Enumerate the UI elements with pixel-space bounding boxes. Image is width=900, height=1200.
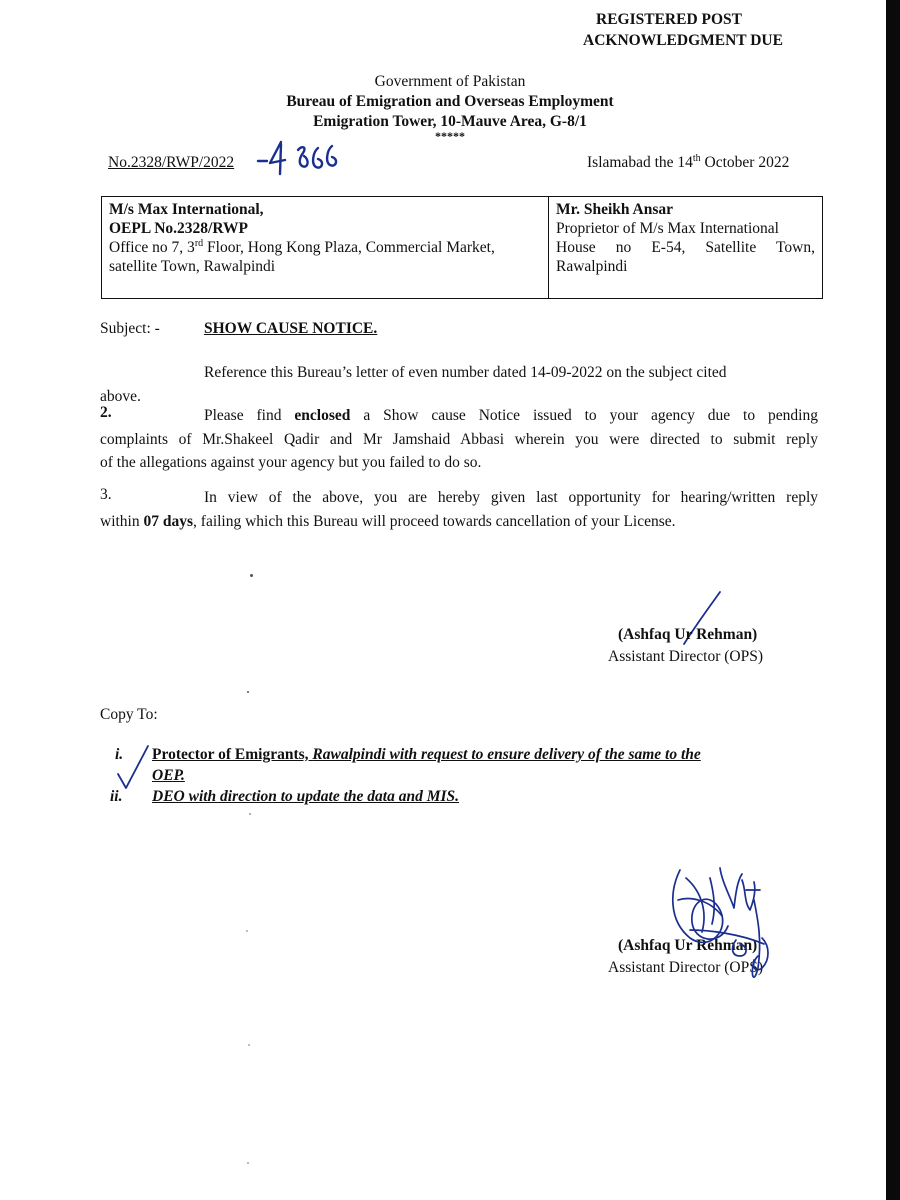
proprietor-line1: Proprietor of M/s Max International (556, 220, 779, 237)
paragraph-2-line3: of the allegations against your agency but you failed to do so. (100, 454, 482, 471)
agency-name: M/s Max International, (109, 201, 264, 218)
paragraph-2-line1: Please find enclosed a Show cause Notice issued to your agency due to pending (204, 407, 818, 424)
signatory-title-1: Assistant Director (OPS) (608, 648, 763, 665)
paragraph-3-line1: In view of the above, you are hereby given last opportunity for hearing/written reply (204, 489, 818, 506)
copy-item-2-number: ii. (110, 788, 123, 805)
copy-item-1-text: Protector of Emigrants, Rawalpindi with request to ensure delivery of the same to the (152, 746, 701, 763)
copy-item-1-number: i. (115, 746, 124, 763)
copy-to-list (110, 744, 701, 807)
bureau-address: Emigration Tower, 10-Mauve Area, G-8/1 (313, 113, 587, 130)
addressee-proprietor-cell (549, 197, 822, 298)
scan-speck (250, 574, 253, 577)
scan-border (886, 0, 900, 1200)
proprietor-name: Mr. Sheikh Ansar (556, 201, 673, 218)
paragraph-2-line2: complaints of Mr.Shakeel Qadir and Mr Jamshaid Abbasi wherein you were directed to submit reply (100, 430, 818, 448)
reference-number: No.2328/RWP/2022 (108, 154, 235, 171)
copy-item-1 (110, 744, 701, 786)
copy-to-label: Copy To: (100, 706, 158, 723)
scan-speck (246, 930, 248, 932)
date-superscript: th (692, 152, 701, 164)
copy-item-1-text-cont: OEP. (152, 767, 185, 784)
acknowledgment-due-line: ACKNOWLEDGMENT DUE (583, 32, 783, 49)
handwritten-dispatch-number (254, 136, 344, 178)
paragraph-3 (100, 486, 818, 533)
copy-item-2-text: DEO with direction to update the data and MIS. (152, 788, 460, 805)
subject-text: SHOW CAUSE NOTICE. (204, 320, 378, 337)
scan-speck (247, 691, 249, 693)
copy-item-2 (110, 786, 701, 807)
scan-speck (248, 1044, 250, 1046)
addressee-agency-cell (102, 197, 549, 298)
paragraph-1-line2: above. (100, 387, 141, 405)
agency-address-line1: Office no 7, 3rd Floor, Hong Kong Plaza, Commercial Market, (109, 237, 495, 256)
addressee-table (101, 196, 823, 299)
date-prefix: Islamabad the 14 (587, 154, 693, 171)
paragraph-2-number: 2. (100, 404, 112, 421)
paragraph-1-line1: Reference this Bureau’s letter of even number dated 14-09-2022 on the subject cited (204, 364, 727, 381)
separator-stars: ***** (435, 129, 465, 143)
bureau-name: Bureau of Emigration and Overseas Employment (286, 93, 614, 110)
date-suffix: October 2022 (700, 154, 790, 171)
signatory-name-1: (Ashfaq Ur Rehman) (618, 626, 758, 643)
proprietor-line2: House no E-54, Satellite Town, (556, 239, 815, 256)
subject-label: Subject: - (100, 320, 160, 337)
agency-address-line2: satellite Town, Rawalpindi (109, 258, 276, 275)
signatory-title-2: Assistant Director (OPS) (608, 959, 763, 976)
scan-speck (247, 1162, 249, 1164)
letterhead (0, 72, 900, 142)
govt-line: Government of Pakistan (374, 73, 526, 90)
proprietor-line3: Rawalpindi (556, 258, 628, 275)
paragraph-3-line2: within 07 days, failing which this Bureau will proceed towards cancellation of your License. (100, 512, 676, 530)
signatory-name-2: (Ashfaq Ur Rehman) (618, 937, 758, 954)
scan-speck (249, 813, 251, 815)
paragraph-3-number: 3. (100, 486, 112, 503)
paragraph-1 (100, 361, 818, 408)
handwritten-signature (650, 860, 790, 990)
paragraph-2 (100, 404, 818, 475)
letter-date (587, 154, 789, 172)
oepl-number: OEPL No.2328/RWP (109, 220, 248, 237)
registered-post-line: REGISTERED POST (596, 11, 743, 28)
